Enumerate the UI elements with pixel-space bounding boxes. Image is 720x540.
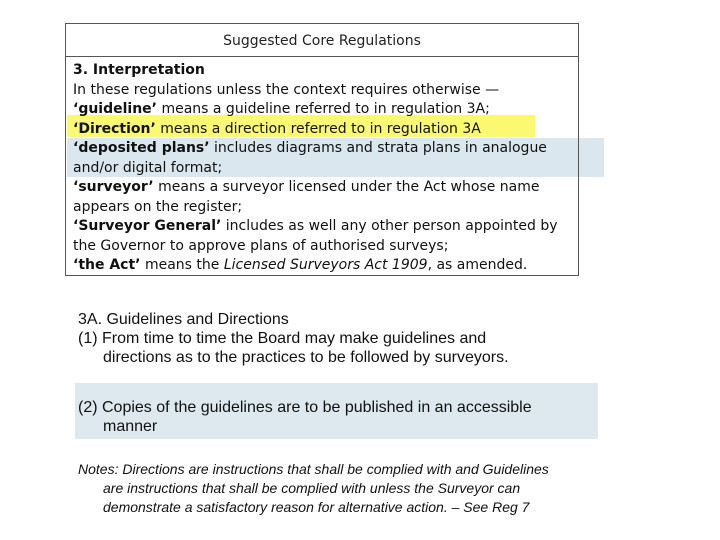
section-title: 3A. Guidelines and Directions xyxy=(78,311,289,328)
def-direction-text: means a direction referred to in regulation 3A xyxy=(155,120,481,137)
def-the-act-end: , as amended. xyxy=(427,257,528,273)
act-title: Licensed Surveyors Act 1909 xyxy=(223,257,428,273)
para-2-line-1: (2) Copies of the guidelines are to be published in an accessible xyxy=(78,399,532,416)
intro-line: In these regulations unless the context requires otherwise — xyxy=(73,81,500,98)
box-title: Suggested Core Regulations xyxy=(66,24,578,57)
def-guideline xyxy=(73,100,571,120)
para-1-line-2: directions as to the practices to be followed by surveyors. xyxy=(103,349,509,366)
def-surveyor-general-text: includes as well any other person appointed by xyxy=(221,218,558,234)
para-2 xyxy=(78,398,532,436)
term-the-act: ‘the Act’ xyxy=(73,257,141,273)
def-direction xyxy=(73,120,571,140)
def-deposited-plans-text: includes diagrams and strata plans in analogue xyxy=(209,140,547,156)
term-surveyor: ‘surveyor’ xyxy=(73,179,154,195)
interpretation-heading: 3. Interpretation xyxy=(73,62,205,78)
term-direction: ‘Direction’ xyxy=(73,120,156,137)
def-surveyor xyxy=(73,178,571,198)
def-surveyor-text: means a surveyor licensed under the Act whose name xyxy=(153,179,540,195)
para-2-line-2: manner xyxy=(103,418,158,435)
section-3a xyxy=(78,310,509,367)
def-surveyor-general-cont: the Governor to approve plans of authorised surveys; xyxy=(73,237,449,254)
def-deposited-plans xyxy=(73,139,571,159)
term-deposited-plans: ‘deposited plans’ xyxy=(73,140,210,156)
notes-line-1: Notes: Directions are instructions that shall be complied with and Guidelines xyxy=(78,461,549,477)
def-surveyor-general xyxy=(73,217,571,237)
def-surveyor-cont: appears on the register; xyxy=(73,198,243,215)
def-the-act xyxy=(73,256,571,276)
para-1-line-1: (1) From time to time the Board may make guidelines and xyxy=(78,330,487,347)
notes-line-3: demonstrate a satisfactory reason for alternative action. – See Reg 7 xyxy=(103,499,530,515)
box-body xyxy=(66,57,578,276)
notes xyxy=(78,460,549,517)
notes-line-2: are instructions that shall be complied with unless the Surveyor can xyxy=(103,480,521,496)
def-deposited-plans-cont: and/or digital format; xyxy=(73,159,223,176)
def-the-act-text: means the xyxy=(140,257,224,273)
term-guideline: ‘guideline’ xyxy=(73,101,157,117)
term-surveyor-general: ‘Surveyor General’ xyxy=(73,218,222,234)
core-regulations-box xyxy=(65,23,579,276)
def-guideline-text: means a guideline referred to in regulation 3A; xyxy=(157,101,490,117)
